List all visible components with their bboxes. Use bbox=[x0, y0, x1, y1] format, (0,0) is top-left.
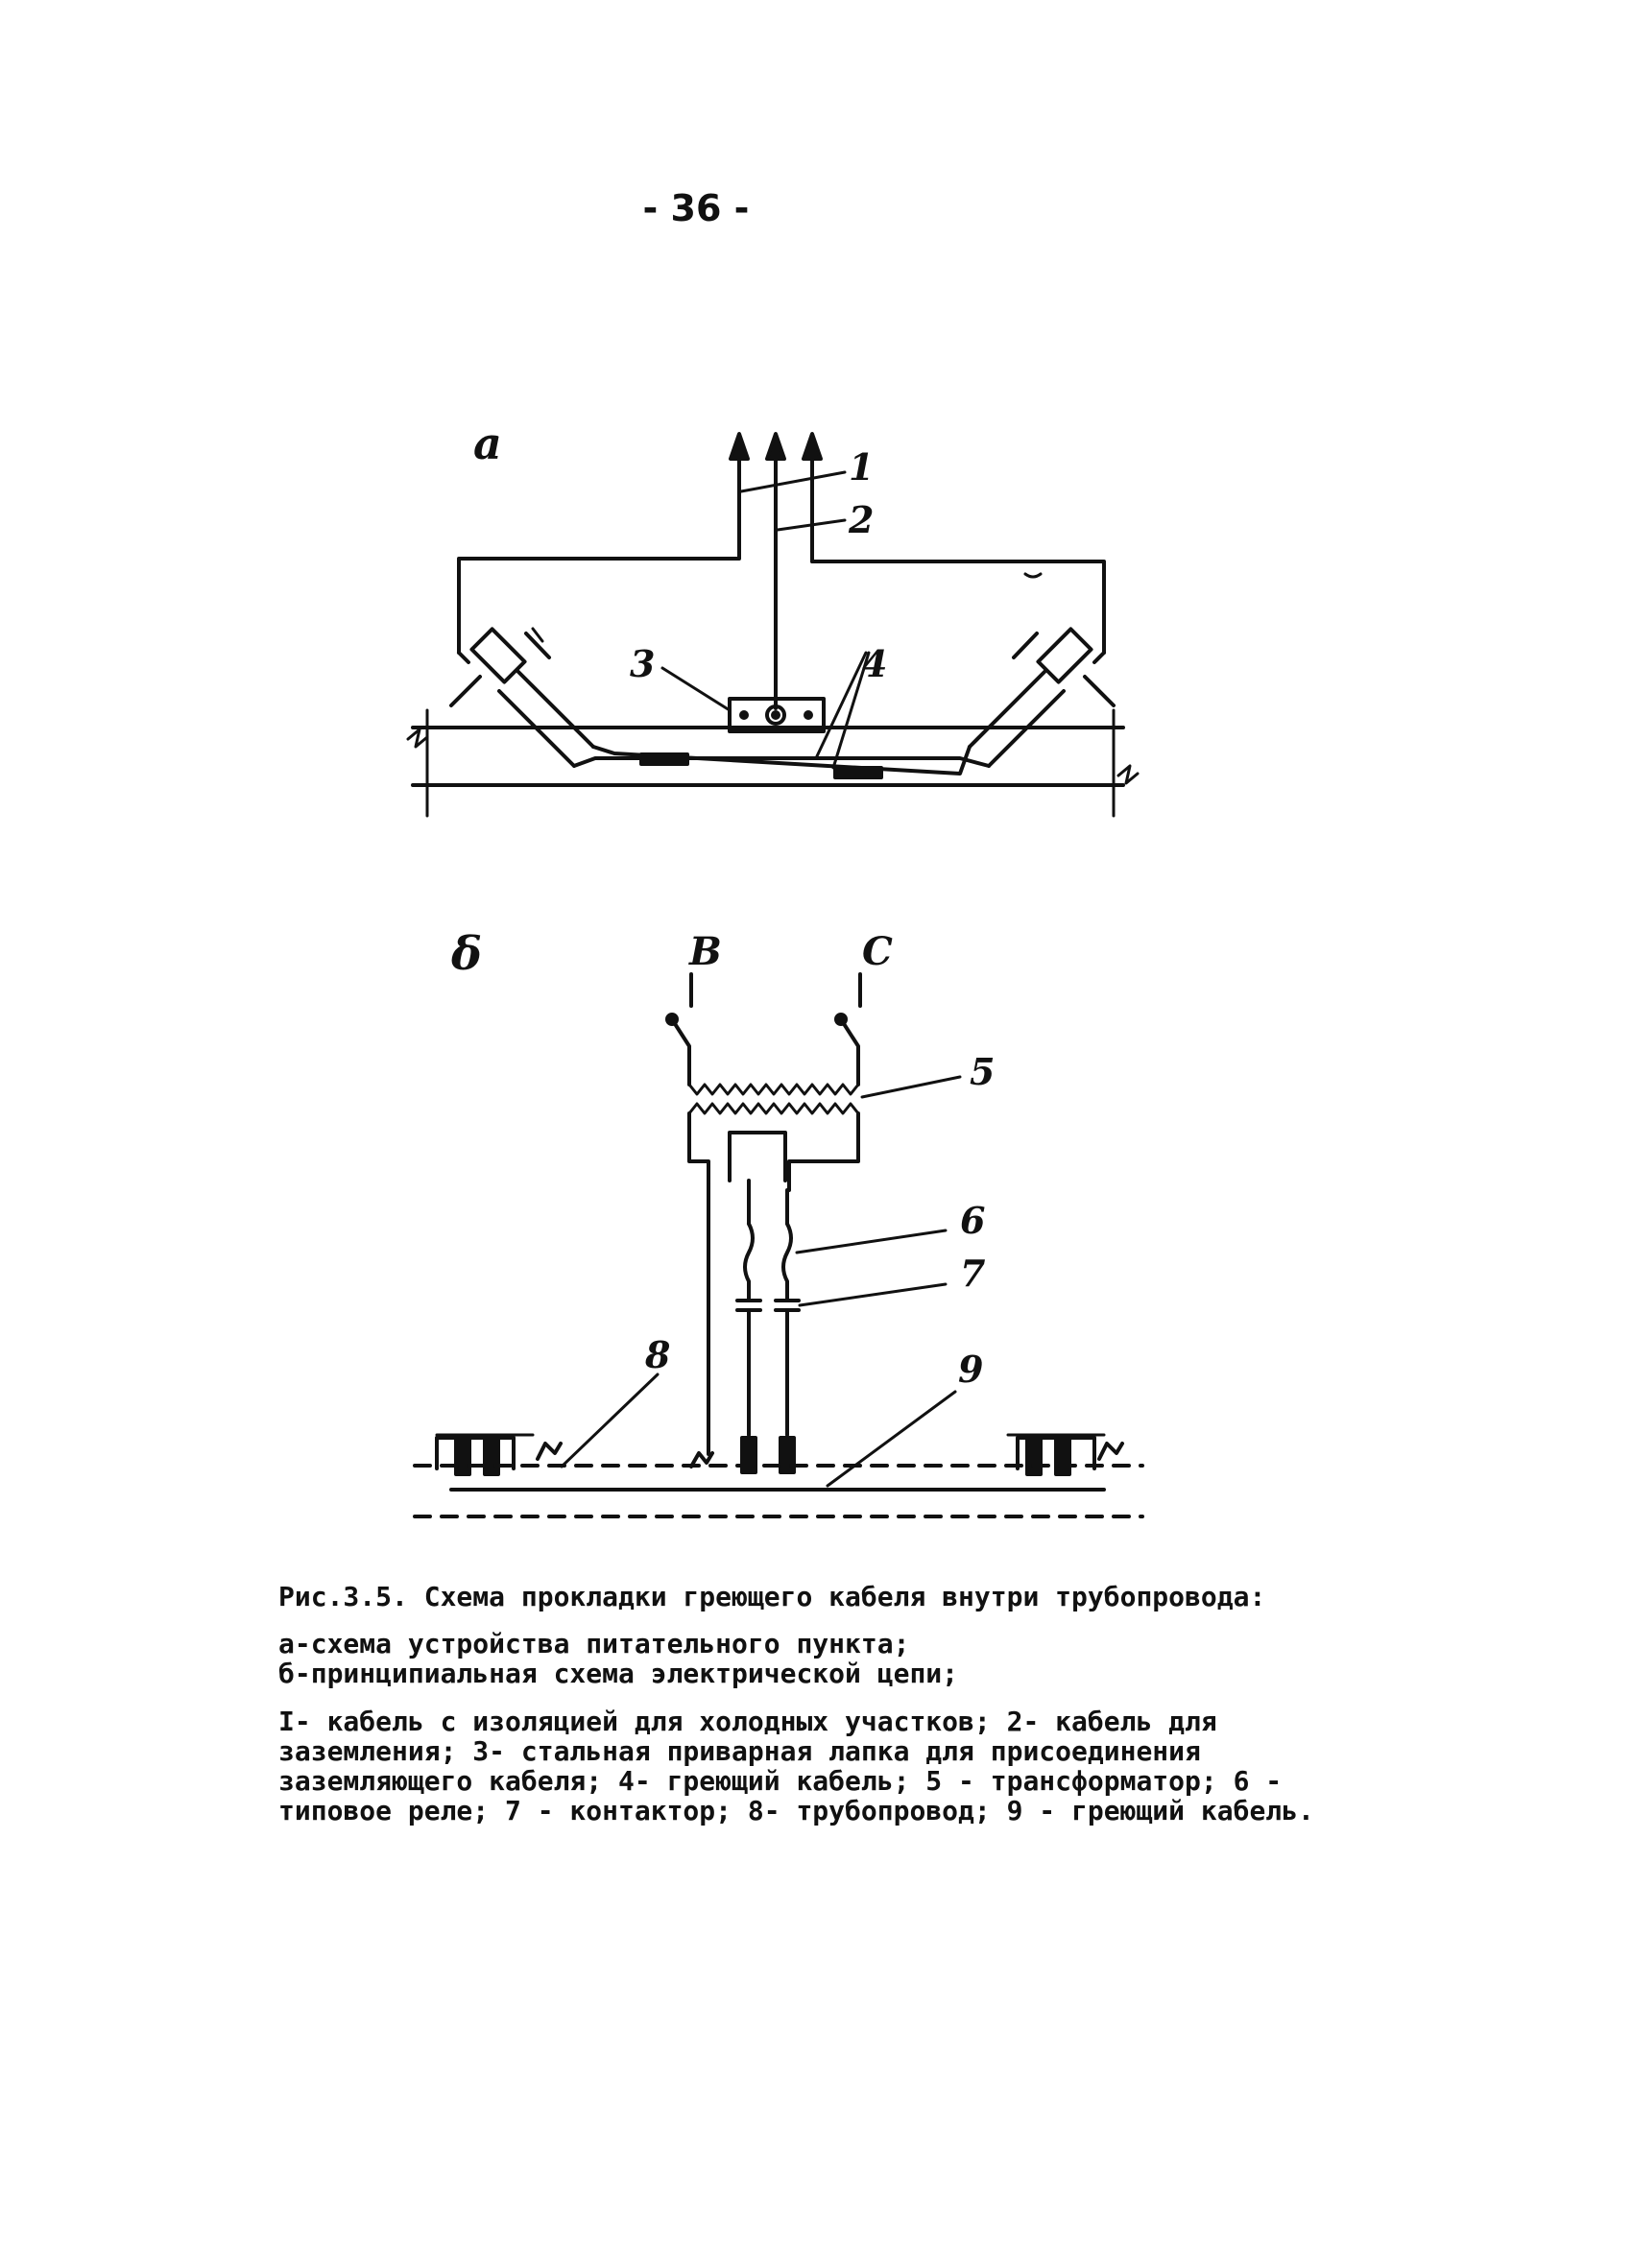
callout-7: 7 bbox=[960, 1252, 986, 1295]
callout-1: 1 bbox=[849, 445, 875, 489]
phase-b-label: B bbox=[689, 929, 722, 974]
figure-b-label: δ bbox=[451, 927, 483, 981]
right-connection-node bbox=[1008, 1435, 1122, 1474]
callout-4: 4 bbox=[862, 642, 888, 685]
page-number: - 36 - bbox=[642, 187, 750, 229]
figure-caption-part-a: а-схема устройства питательного пункта; bbox=[278, 1628, 910, 1659]
typical-relay bbox=[745, 1224, 791, 1301]
callout-5: 5 bbox=[970, 1050, 996, 1093]
callout-3: 3 bbox=[630, 642, 656, 685]
transformer bbox=[689, 1085, 858, 1190]
callout-6: 6 bbox=[960, 1199, 986, 1242]
supply-leads bbox=[667, 974, 860, 1085]
figure-caption-title: Рис.3.5. Схема прокладки греющего кабеля внутри трубопровода: bbox=[278, 1581, 1266, 1612]
figure-b-leaders bbox=[562, 1077, 960, 1486]
callout-2: 2 bbox=[849, 498, 875, 541]
left-connection-node bbox=[437, 1435, 561, 1474]
callout-9: 9 bbox=[958, 1348, 984, 1391]
phase-c-label: C bbox=[862, 929, 893, 974]
figure-caption-legend: I- кабель с изоляцией для холодных участков; 2- кабель для заземления; 3- стальная приварная лапка для присоединения заземляющего кабеля; 4- греющий кабель; 5 - трансформатор; 6 - типовое реле; 7 - контактор; 8- трубопровод; 9 - греющий кабель. bbox=[278, 1706, 1314, 1826]
callout-8: 8 bbox=[645, 1333, 671, 1376]
secondary-circuit bbox=[708, 1181, 799, 1472]
figure-caption-part-b: б-принципиальная схема электрической цепи; bbox=[278, 1658, 959, 1689]
figure-a-label: a bbox=[473, 418, 502, 469]
contactor bbox=[737, 1301, 799, 1310]
